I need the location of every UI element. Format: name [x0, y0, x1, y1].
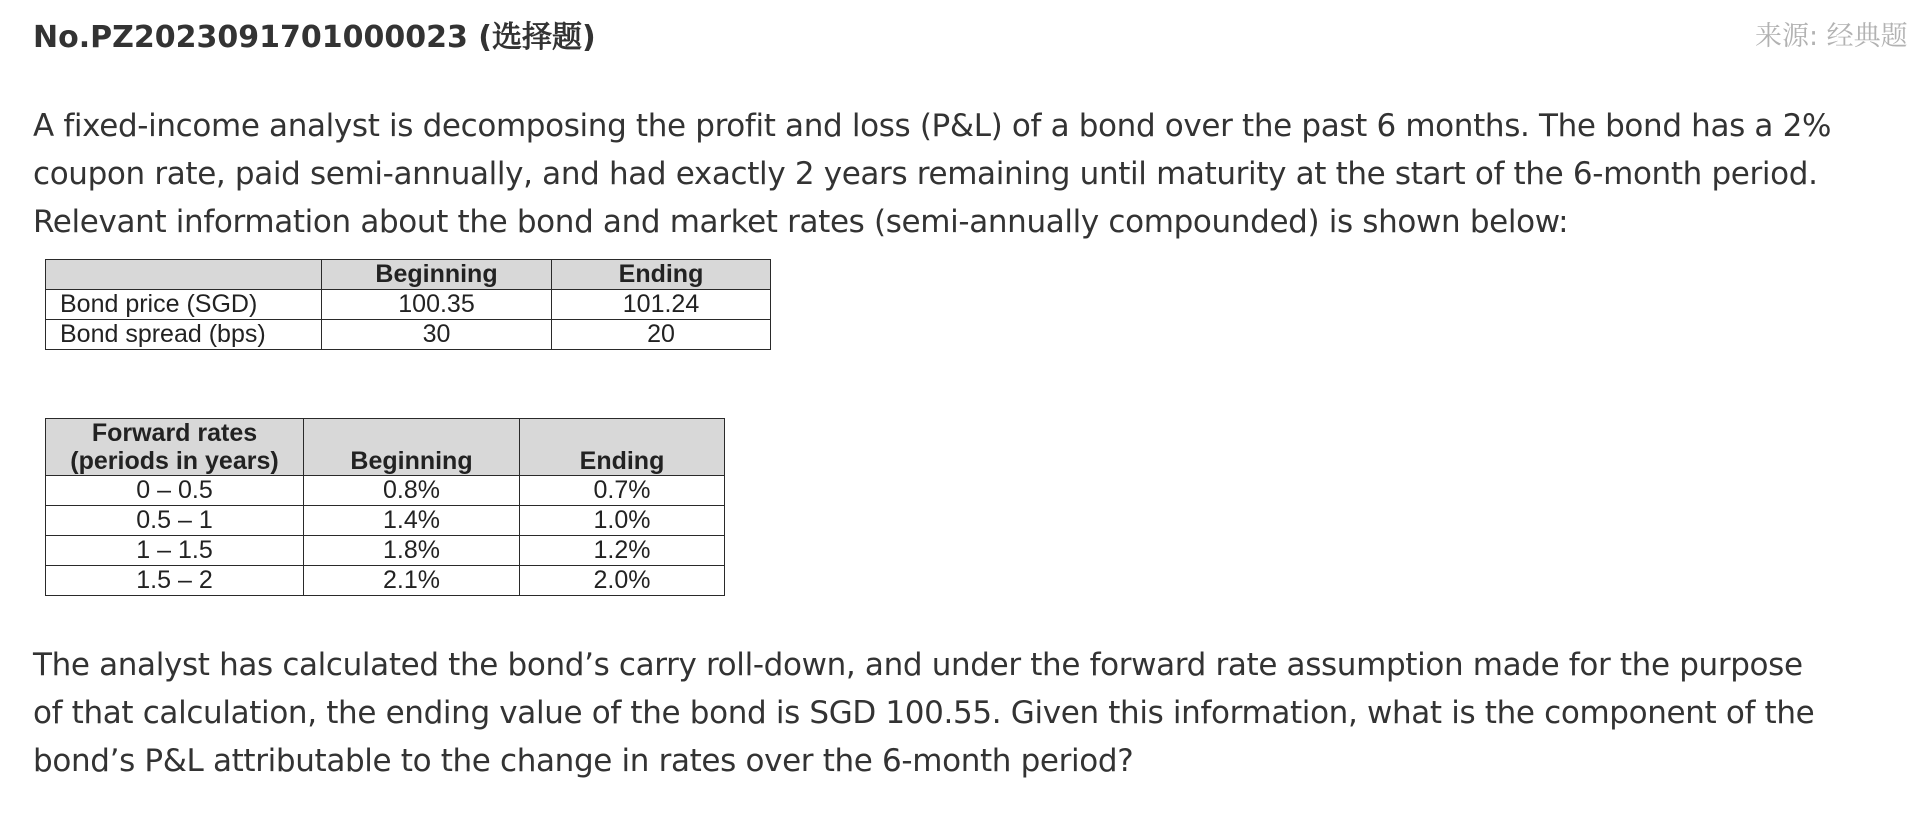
- source-label: 来源: 经典题: [1755, 21, 1908, 52]
- table-row: [46, 320, 771, 350]
- row-label: Bond spread (bps): [46, 320, 322, 350]
- table-cell: 2.0%: [520, 566, 725, 596]
- table-header-cell: Beginning: [322, 260, 552, 290]
- table-cell: 0.7%: [520, 476, 725, 506]
- header-line: Forward rates: [91, 419, 258, 447]
- table-cell: 30: [322, 320, 552, 350]
- table-header-cell: [46, 419, 304, 476]
- forward-rates-table: [45, 418, 725, 596]
- table-header-cell: Beginning: [304, 419, 520, 476]
- table-cell: 1.2%: [520, 536, 725, 566]
- table-header-row: [46, 419, 725, 476]
- period-cell: 1.5 – 2: [46, 566, 304, 596]
- table-cell: 100.35: [322, 290, 552, 320]
- table-header-row: [46, 260, 771, 290]
- table-cell: 0.8%: [304, 476, 520, 506]
- period-cell: 0.5 – 1: [46, 506, 304, 536]
- table-cell: 1.0%: [520, 506, 725, 536]
- table-cell: 1.8%: [304, 536, 520, 566]
- question-prompt-text: The analyst has calculated the bond’s carry roll-down, and under the forward rate assumption made for the purpose of that calculation, the ending value of the bond is SGD 100.55. Given this information, what is the component of the bond’s P&L attributable to the change in rates over the 6-month period?: [33, 647, 1815, 779]
- table-cell: 1.4%: [304, 506, 520, 536]
- table-row: [46, 566, 725, 596]
- table-cell: 2.1%: [304, 566, 520, 596]
- table-header-cell: [46, 260, 322, 290]
- question-id-title: No.PZ2023091701000023 (选择题): [33, 20, 596, 55]
- table-cell: 101.24: [552, 290, 771, 320]
- header-line: (periods in years): [70, 447, 279, 475]
- table-row: [46, 536, 725, 566]
- table-row: [46, 506, 725, 536]
- table-row: [46, 476, 725, 506]
- bond-price-spread-table: [45, 259, 771, 350]
- table-header-cell: Ending: [520, 419, 725, 476]
- period-cell: 0 – 0.5: [46, 476, 304, 506]
- table-row: [46, 290, 771, 320]
- table-cell: 20: [552, 320, 771, 350]
- period-cell: 1 – 1.5: [46, 536, 304, 566]
- table-header-cell: Ending: [552, 260, 771, 290]
- row-label: Bond price (SGD): [46, 290, 322, 320]
- question-intro-text: A fixed-income analyst is decomposing the profit and loss (P&L) of a bond over the past 6 months. The bond has a 2% coupon rate, paid semi-annually, and had exactly 2 years remaining until maturity at the start of the 6-month period. Relevant information about the bond and market rates (semi-annually compounded) is shown below:: [33, 108, 1832, 240]
